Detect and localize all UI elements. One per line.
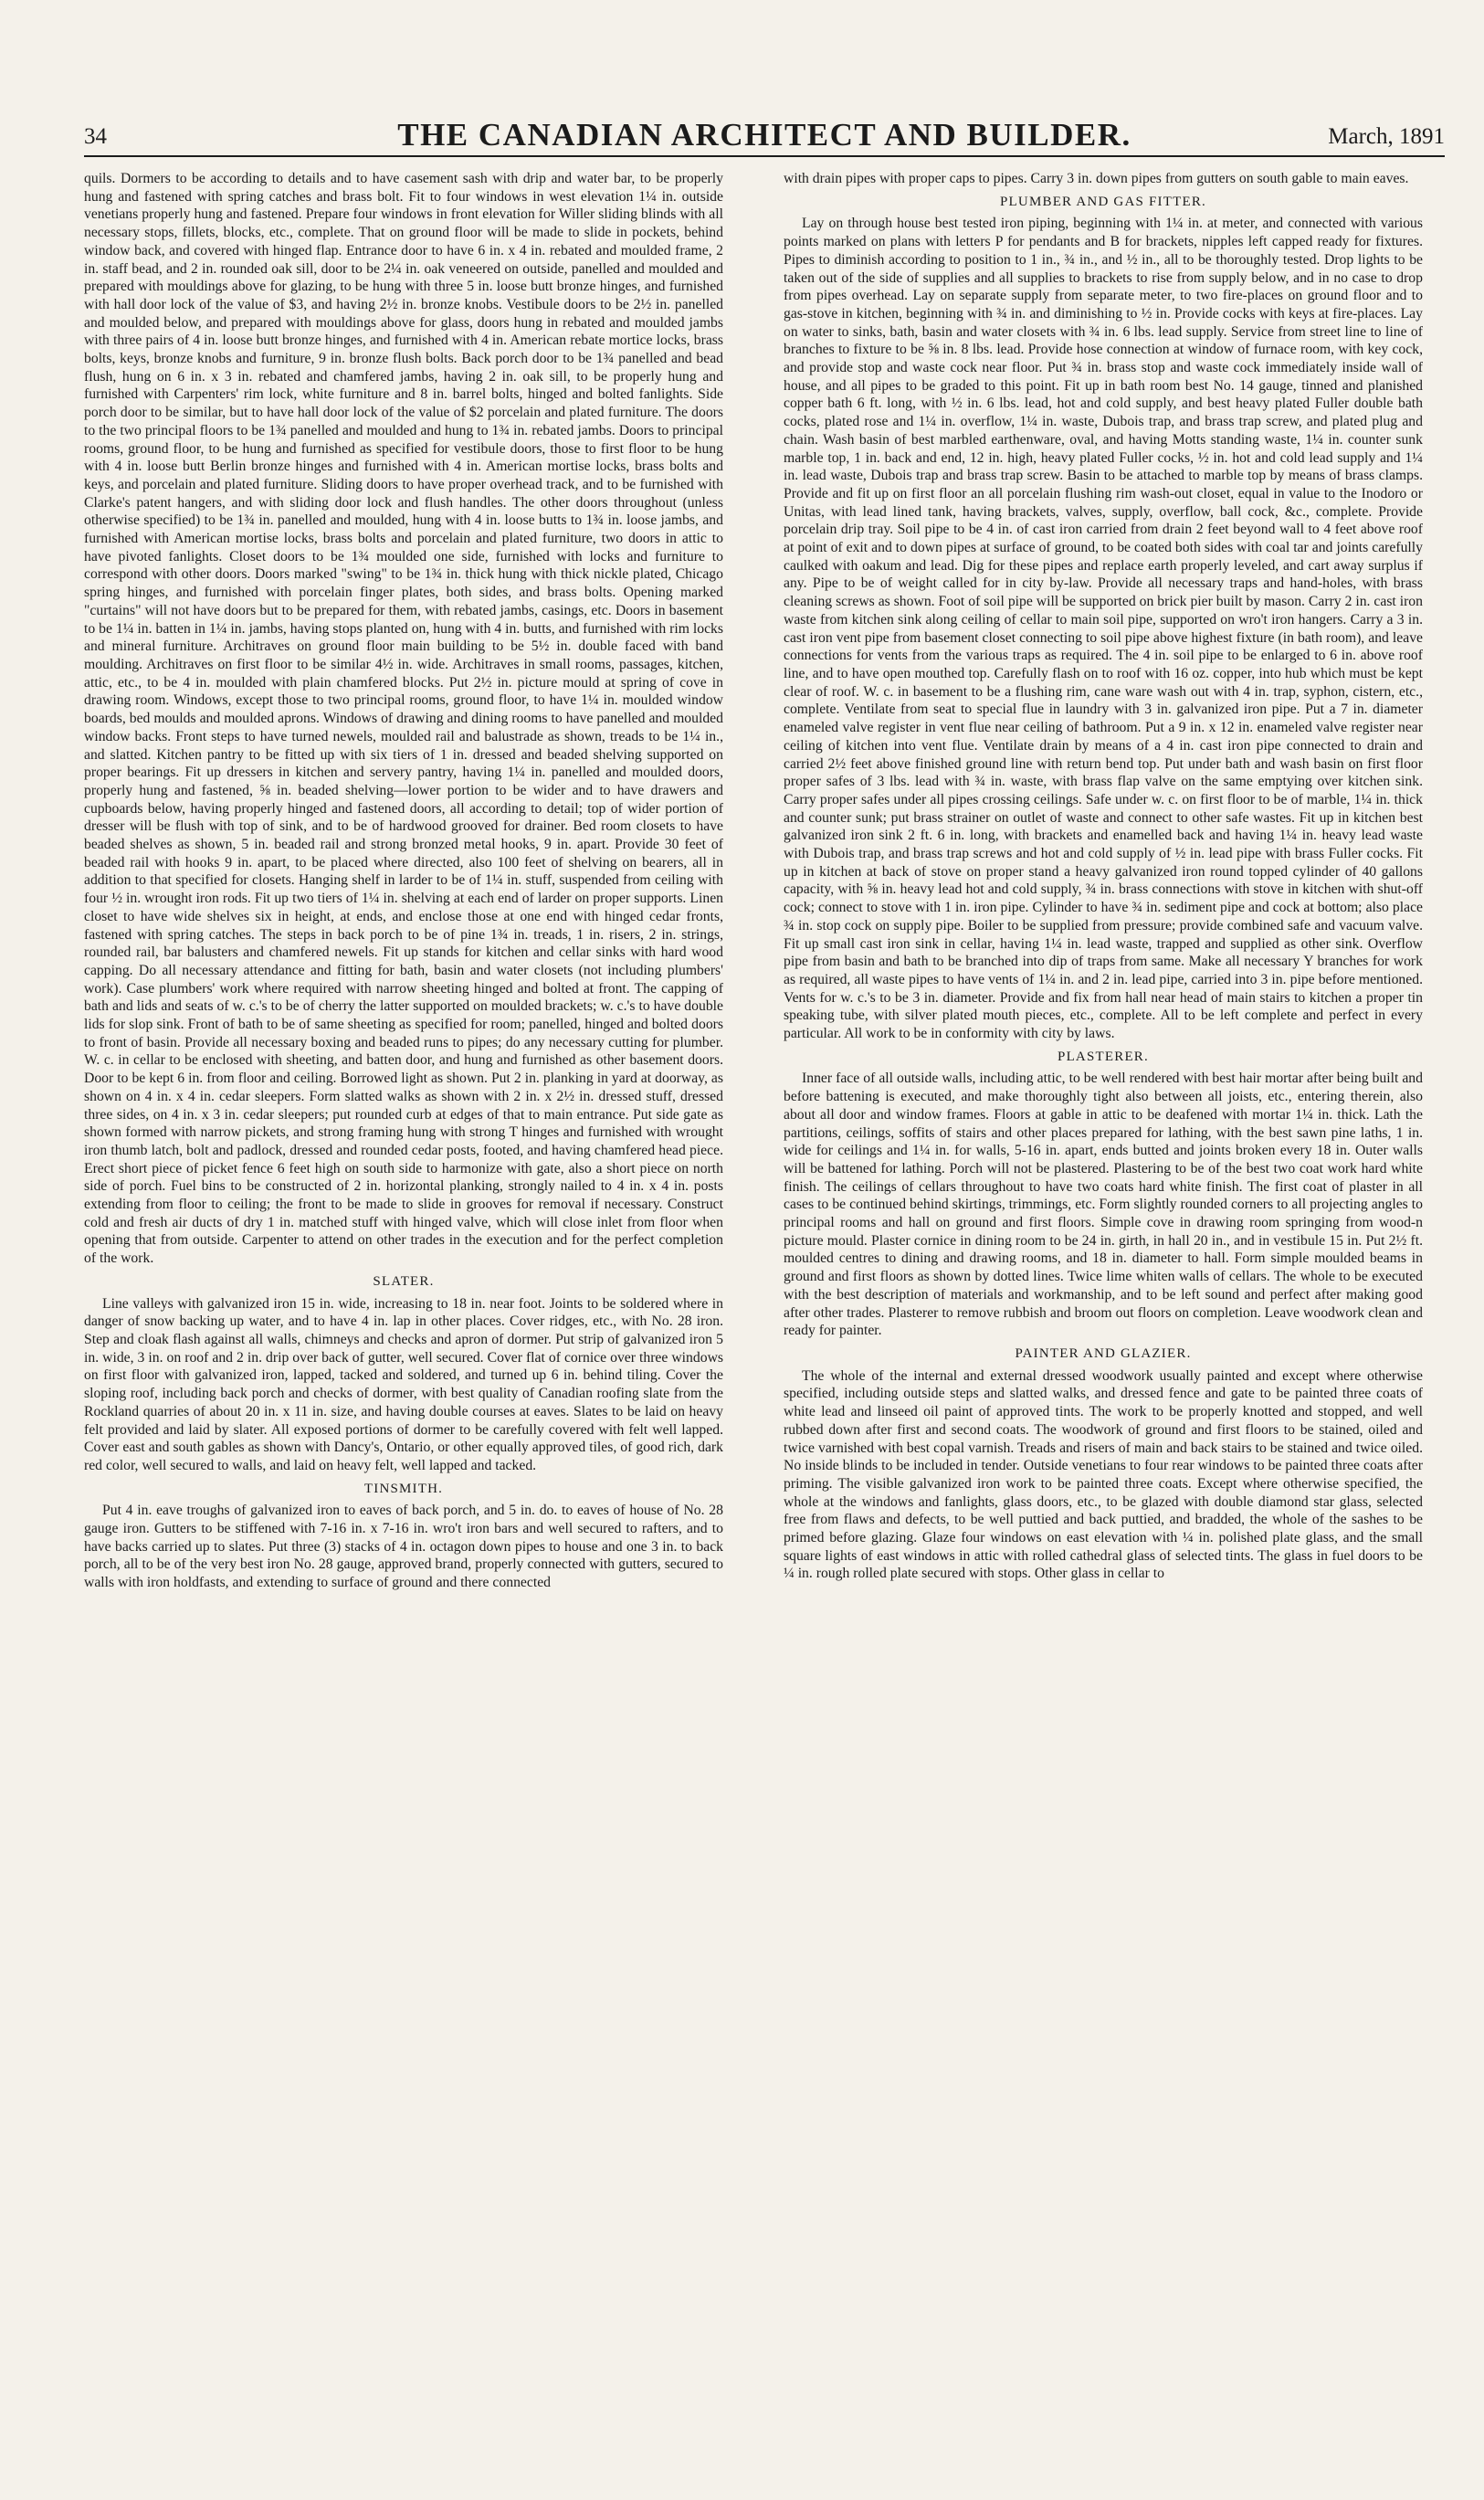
tinsmith-heading: TINSMITH.	[363, 1481, 444, 1496]
right-column	[784, 170, 1423, 2467]
slater-heading: SLATER.	[373, 1273, 435, 1289]
plasterer-text: Inner face of all outside walls, including attic, to be well rendered with best hair mortar after being built and before battening is executed, and make thoroughly tight also between all joists, etc., entering therein, also about all door and window frames. Floors at gable in attic to be deafened with mortar 1¼ in. thick. Lath the partitions, ceilings, soffits of stairs and other places prepared for lathing, with the best sawn pine laths, 1 in. wide for ceilings and 1¼ in. for walls, 5-16 in. apart, ends butted and joints broken every 18 in. Outer walls will be battened for lathing. Porch will not be plastered. Plastering to be of the best two coat work hard white finish. The ceilings of cellars throughout to have two coats hard white finish. The first coat of plaster in all cases to be continued behind skirtings, trimmings, etc. Form slightly rounded corners to all projecting angles to principal rooms and hall on ground and first floors. Simple cove in drawing room springing from wood-n picture mould. Plaster cornice in dining room to be 24 in. girth, in hall 20 in., and in vestibule 15 in. Put 2½ ft. moulded centres to dining and drawing rooms, and 18 in. diameter to hall. Form simple moulded beams in ground and first floors as shown by dotted lines. Twice lime whiten walls of cellars. The whole to be executed with the best description of materials and workmanship, and to be left sound and perfect after making good after other trades. Plasterer to remove rubbish and broom out floors on completion. Leave woodwork clean and ready for painter.	[784, 1071, 1423, 1339]
left-column	[84, 170, 723, 2467]
plasterer-heading: PLASTERER.	[1058, 1049, 1149, 1064]
page-number: 34	[84, 124, 107, 149]
journal-title: THE CANADIAN ARCHITECT AND BUILDER.	[397, 117, 1131, 153]
tinsmith-text: Put 4 in. eave troughs of galvanized iron to eaves of back porch, and 5 in. do. to eaves of house of No. 28 gauge iron. Gutters to be stiffened with 7-16 in. x 7-16 in. wro't iron bars and well secured to rafters, and to have backs carried up to slates. Put three (3) stacks of 4 in. octagon down pipes to house and one 3 in. to back porch, all to be of the very best iron No. 28 gauge, approved brand, properly connected with gutters, secured to walls with iron holdfasts, and extending to surface of ground and there connected	[84, 1503, 723, 1591]
plumber-text: Lay on through house best tested iron piping, beginning with 1¼ in. at meter, and connected with various points marked on plans with letters P for pendants and B for brackets, nipples left capped ready for fixtures. Pipes to diminish according to position to 1 in., ¾ in., and ½ in., all to be thoroughly tested. Drop lights to be taken out of the side of supplies and all supplies to brackets to rise from supply below, and in no case to drop from pipes overhead. Lay on separate supply from separate meter, to two fire-places on ground floor and to gas-stove in kitchen, beginning with ¾ in. and diminishing to ½ in. Provide cocks with keys at fire-places. Lay on water to sinks, bath, basin and water closets with ¾ in. 6 lbs. lead supply. Service from street line to line of branches to fixture to be ⅝ in. 8 lbs. lead. Provide hose connection at window of furnace room, with key cock, and provide stop and waste cock near floor. Put ¾ in. brass stop and waste cock immediately inside wall of house, and all pipes to be graded to this point. Fit up in bath room best No. 14 gauge, tinned and planished copper bath 6 ft. long, with ½ in. 6 lbs. lead, hot and cold supply, and best heavy plated Fuller double bath cocks, plated rose and 1¼ in. overflow, 1¼ in. waste, Dubois trap, and brass trap screw, and plated plug and chain. Wash basin of best marbled earthenware, oval, and having Motts standing waste, 1¼ in. counter sunk marble top, 1 in. back and end, 12 in. high, heavy plated Fuller cocks, ½ in. hot and cold lead supply and 1¼ in. lead waste, Dubois trap and brass trap screw. Basin to be attached to marble top by means of brass clamps. Provide and fit up on first floor an all porcelain flushing rim wash-out closet, equal in value to the Inodoro or Unitas, with lead lined tank, having brackets, valves, supply, overflow, ball cock, &c., complete. Provide porcelain drip tray. Soil pipe to be 4 in. of cast iron carried from drain 2 feet beyond wall to 4 feet above roof at point of exit and to down pipes at surface of ground, to be coated both sides with coal tar and joints carefully caulked with oakum and lead. Dig for these pipes and replace earth properly leveled, and cart away surplus if any. Pipe to be of weight called for in city by-law. Provide all necessary traps and hand-holes, with brass cleaning screws as shown. Foot of soil pipe will be supported on brick pier built by mason. Carry 2 in. cast iron waste from kitchen sink along ceiling of cellar to main soil pipe, supported on wro't iron hangers. Carry a 3 in. cast iron vent pipe from basement closet connecting to soil pipe above highest fixture (in bath room), and leave connections for vents from the various traps as required. The 4 in. soil pipe to be enlarged to 6 in. above roof line, and to have open mouthed top. Carefully flash on to roof with 16 oz. copper, into hub which must be kept clear of roof. W. c. in basement to be a flushing rim, cane ware wash out with 4 in. trap, syphon, cistern, etc., complete. Ventilate from seat to special flue in laundry with 3 in. galvanized iron pipe. Put a 7 in. diameter enameled valve register in vent flue near ceiling of bathroom. Put a 9 in. x 12 in. enameled valve register near ceiling of kitchen into vent flue. Ventilate drain by means of a 4 in. cast iron pipe connected to drain and carried 2½ feet above finished ground line with return bend top. Put under bath and wash basin on first floor proper safes of 3 lbs. lead with ¾ in. waste, with brass flap valve on the same emptying over kitchen sink. Carry proper safes under all pipes crossing ceilings. Safe under w. c. on first floor to be of marble, 1¼ in. thick and counter sunk; put brass strainer on outlet of waste and connect to other safe wastes. Fit up in kitchen best galvanized iron sink 2 ft. 6 in. long, with brackets and enamelled back and having 1¼ in. heavy lead waste with Dubois trap, and brass trap screws and hot and cold supply of ½ in. lead pipe with brass Fuller cocks. Fit up in kitchen at back of stove on proper stand a heavy galvanized iron round topped cylinder of 40 gallons capacity, with ⅝ in. heavy lead hot and cold supply, ¾ in. brass connections with stove in kitchen with shut-off cock; connect to stove with 1 in. iron pipe. Cylinder to have ¾ in. sediment pipe and cock at bottom; also place ¾ in. stop cock on supply pipe. Boiler to be supplied from pressure; provide combined safe and vacuum valve. Fit up small cast iron sink in cellar, having 1¼ in. lead waste, trapped and supplied as other sink. Overflow pipe from basin and bath to be branched into dip of traps from same. Make all necessary Y branches for work as required, all waste pipes to have vents of 1¼ in. and 2 in. lead pipe, carried into 3 in. pipe before mentioned. Vents for w. c.'s to be 3 in. diameter. Provide and fix from hall near head of main stairs to kitchen a proper tin speaking tube, with silver plated mouth pieces, etc., complete. All to be left complete and perfect in every particular. All work to be in conformity with city by laws.	[784, 216, 1423, 1042]
issue-date: March, 1891	[1328, 124, 1445, 149]
slater-text: Line valleys with galvanized iron 15 in. wide, increasing to 18 in. near foot. Joints to be soldered where in danger of snow backing up water, and to have 4 in. lap in other places. Cover ridges, etc., with No. 28 iron. Step and cloak flash against all walls, chimneys and checks and apron of dormer. Put strip of galvanized iron 5 in. wide, 3 in. on roof and 2 in. drip over back of gutter, well secured. Cover flat of cornice over three windows on first floor with galvanized iron, lapped, tacked and soldered, and turned up 6 in. behind tiling. Cover the sloping roof, including back porch and checks of dormer, with best quality of Canadian roofing slate from the Rockland quarries of about 20 in. x 11 in. size, and having double courses at eaves. Slates to be laid on heavy felt provided and laid by slater. All exposed portions of dormer to be carefully covered with felt well lapped. Cover east and south gables as shown with Dancy's, Ontario, or other equally approved tiles, of good rich, dark red color, well secured to walls, and laid on heavy felt, well lapped and tacked.	[84, 1295, 723, 1473]
page-header	[84, 111, 1445, 157]
painter-heading: PAINTER AND GLAZIER.	[1015, 1346, 1192, 1361]
plumber-heading: PLUMBER AND GAS FITTER.	[1000, 194, 1206, 209]
painter-text: The whole of the internal and external dressed woodwork usually painted and except where otherwise specified, including outside steps and slatted walks, and dressed fence and gate to be painted three coats of white lead and linseed oil paint of approved tints. The work to be properly knotted and stopped, and well rubbed down after first and second coats. The woodwork of ground and first floors to be stained, oiled and twice varnished with best copal varnish. Treads and risers of main and back stairs to be stained and twice oiled. No inside blinds to be included in tender. Outside venetians to four rear windows to be painted three coats after priming. The visible galvanized iron work to be painted three coats. Except where otherwise specified, the whole at the windows and fanlights, glass doors, etc., to be glazed with double diamond star glass, selected free from flaws and defects, to be well puttied and back puttied, and bradded, the whole of the sashes to be primed before glazing. Glaze four windows on east elevation with ¼ in. polished plate glass, and the small square lights of east windows in attic with rolled cathedral glass of selected tints. The glass in fuel doors to be ¼ in. rough rolled plate secured with stops. Other glass in cellar to	[784, 1367, 1423, 1582]
tinsmith-continued-text: with drain pipes with proper caps to pipes. Carry 3 in. down pipes from gutters on south gable to main eaves.	[784, 171, 1409, 186]
carpenter-continued-text: quils. Dormers to be according to details and to have casement sash with drip and water bar, to be properly hung and fastened with spring catches and brass bolt. Fit to four windows in west elevation 1¼ in. outside venetians properly hung and fastened. Prepare four windows in front elevation for Willer sliding blinds with all necessary stops, fillets, blocks, etc., complete. That on ground floor will be made to slide in pockets, behind window back, and covered with hinged flap. Entrance door to have 6 in. x 4 in. rebated and moulded frame, 2 in. staff bead, and 2 in. rounded oak sill, door to be 2¼ in. oak veneered on outside, panelled and moulded and prepared with mouldings above for glazing, to be hung with three 5 in. loose butt bronze hinges, and furnished with hall door lock of the value of $3, and having 2½ in. bronze knobs. Vestibule doors to be 2½ in. panelled and moulded below, and prepared with mouldings above for glass, doors hung in rebated and moulded jambs with three pairs of 4 in. loose butt bronze hinges, and furnished with 4 in. American rebate mortice locks, brass bolts, keys, bronze knobs and furniture, 9 in. bronze flush bolts. Back porch door to be 1¾ panelled and bead flush, hung on 6 in. x 3 in. rebated and chamfered jambs, having 2 in. oak sill, to be properly hung and furnished with Carpenters' rim lock, white furniture and 8 in. barrel bolts, hinged and bolted fanlights. Side porch door to be similar, but to have hall door lock of the value of $2 porcelain and plated furniture. The doors to the two principal floors to be 1¾ panelled and moulded and hung to 1¾ in. rebated jambs. Doors to principal rooms, ground floor, to be hung and furnished as specified for vestibule doors, those to first floor to be hung with 4 in. loose butt Berlin bronze hinges and furnished with 4 in. American mortise locks, brass bolts and keys, and porcelain and plated furniture. Sliding doors to have proper overhead track, and to be furnished with Clarke's patent hangers, and with sliding door lock and flush handles. The other doors throughout (unless otherwise specified) to be 1¾ in. panelled and moulded, hung with 4 in. loose butts to 1¾ in. loose jambs, and furnished with American mortise locks, brass bolts and porcelain and plated furniture, two doors in attic to have pivoted fanlights. Closet doors to be 1¾ moulded one side, furnished with locks and furniture to correspond with other doors. Doors marked "swing" to be 1¾ in. thick hung with thick nickle plated, Chicago spring hinges, and furnished with porcelain finger plates, both sides, and brass bolts. Opening marked "curtains" will not have doors but to be prepared for them, with rebated jambs, casings, etc. Doors in basement to be 1¼ in. batten in 1¼ in. jambs, having stops planted on, hung with 4 in. butts, and furnished with rim locks and mineral furniture. Architraves on ground floor main building to be 5½ in. double faced with band moulding. Architraves on first floor to be similar 4½ in. wide. Architraves in small rooms, passages, kitchen, attic, etc., to be 4 in. moulded with plain chamfered blocks. Put 2½ in. picture mould at spring of cove in drawing room. Windows, except those to two principal rooms, ground floor, to have 1¼ in. moulded window boards, bed moulds and moulded aprons. Windows of drawing and dining rooms to have panelled and moulded window backs. Front steps to have turned newels, moulded rail and balustrade as shown, treads to be 1¼ in., and slatted. Kitchen pantry to be fitted up with six tiers of 1 in. dressed and beaded shelving supported on proper bearings. Fit up dressers in kitchen and servery pantry, having 1¼ in. panelled and moulded doors, properly hung and fastened, ⅝ in. beaded shelving—lower portion to be wider and to have drawers and cupboards below, having properly hinged and fastened doors, all according to detail; top of wider portion of dresser will be flush with top of sink, and to be of hardwood grooved for drainer. Bed room closets to have beaded shelves as shown, 5 in. beaded rail and strong bronzed metal hooks, 9 in. apart. Provide 30 feet of beaded rail with hooks 9 in. apart, to be placed where directed, also 100 feet of shelving on bearers, all in addition to that specified for closets. Hanging shelf in larder to be of 1¼ in. stuff, suspended from ceiling with four ½ in. wrought iron rods. Fit up two tiers of 1¼ in. shelving at each end of larder on proper supports. Linen closet to have wide shelves six in height, at ends, and enclose those at one end with hinged cedar fronts, fastened with spring catches. The steps in back porch to be of pine 1¾ in. treads, 1 in. risers, 2 in. strings, rounded rail, bar balusters and chamfered newels. Fit up stands for kitchen and cellar sinks with hard wood capping. Do all necessary attendance and fitting for bath, basin and water closets (not including plumbers' work). Case plumbers' work where required with narrow sheeting hinged and bolted at front. The capping of bath and lids and seats of w. c.'s to be of cherry the latter supported on moulded brackets; w. c.'s to have double lids for slop sink. Front of bath to be of same sheeting as specified for room; panelled, hinged and bolted doors to front of basin. Provide all necessary boxing and beaded runs to pipes; do any necessary cutting for plumber. W. c. in cellar to be enclosed with sheeting, and batten door, and hung and furnished as other basement doors. Door to be kept 6 in. from floor and ceiling. Borrowed light as shown. Put 2 in. planking in yard at doorway, as shown on 4 in. x 4 in. cedar sleepers. Form slatted walks as shown with 2 in. x 2½ in. dressed stuff, dressed three sides, on 4 in. x 3 in. cedar sleepers; put rounded curb at edges of that to main entrance. Put side gate as shown formed with narrow pickets, and strong framing hung with strong T hinges and furnished with wrought iron thumb latch, bolt and padlock, dressed and rounded cedar posts, footed, and having chamfered head piece. Erect short piece of picket fence 6 feet high on south side to harmonize with gate, also a short piece on north side of porch. Fuel bins to be constructed of 2 in. horizontal planking, strongly nailed to 4 in. x 4 in. posts extending from floor to ceiling; the front to be made to slide in grooves for removal if necessary. Construct cold and fresh air ducts of dry 1 in. matched stuff with hinged valve, which will close inlet from floor when opening that from outside. Carpenter to attend on other trades in the execution and for the perfect completion of the work.	[84, 171, 723, 1267]
